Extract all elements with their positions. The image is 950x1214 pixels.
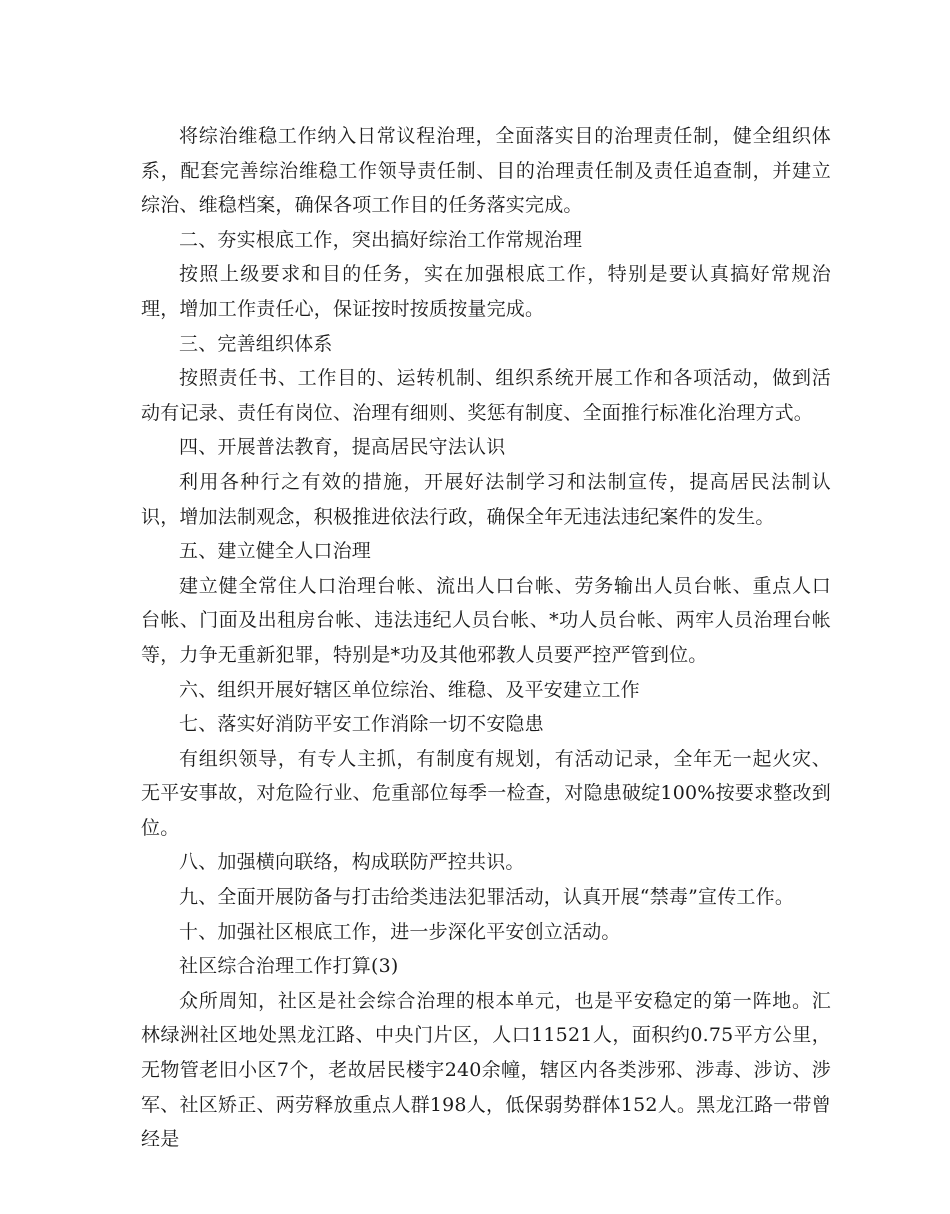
paragraph: 按照责任书、工作目的、运转机制、组织系统开展工作和各项活动，做到活动有记录、责任有岗位、治理有细则、奖惩有制度、全面推行标准化治理方式。: [141, 367, 831, 424]
section-heading: 八、加强横向联络，构成联防严控共识。: [179, 851, 525, 874]
section-heading: 十、加强社区根底工作，进一步深化平安创立活动。: [179, 920, 621, 943]
paragraph: 利用各种行之有效的措施，开展好法制学习和法制宣传，提高居民法制认识，增加法制观念，积极推进依法行政，确保全年无违法违纪案件的发生。: [141, 470, 831, 528]
paragraph: 按照上级要求和目的任务，实在加强根底工作，特别是要认真搞好常规治理，增加工作责任心，保证按时按质按量完成。: [141, 263, 831, 320]
paragraph: 有组织领导，有专人主抓，有制度有规划，有活动记录，全年无一起火灾、无平安事故，对危险行业、危重部位每季一检查，对隐患破绽100%按要求整改到位。: [141, 747, 831, 839]
section-heading: 六、组织开展好辖区单位综治、维稳、及平安建立工作: [179, 678, 640, 701]
document-subtitle: 社区综合治理工作打算(3): [179, 955, 399, 978]
paragraph: 将综治维稳工作纳入日常议程治理，全面落实目的治理责任制，健全组织体系，配套完善综治维稳工作领导责任制、目的治理责任制及责任追查制，并建立综治、维稳档案，确保各项工作目的任务落实完成。: [141, 125, 831, 217]
section-heading: 二、夯实根底工作，突出搞好综治工作常规治理: [179, 228, 583, 251]
section-heading: 五、建立健全人口治理: [179, 540, 372, 563]
section-heading: 三、完善组织体系: [179, 332, 333, 355]
section-heading: 四、开展普法教育，提高居民守法认识: [179, 436, 506, 459]
section-heading: 七、落实好消防平安工作消除一切不安隐患: [179, 713, 544, 736]
section-heading: 九、全面开展防备与打击给类违法犯罪活动，认真开展“禁毒”宣传工作。: [179, 886, 795, 909]
paragraph: 众所周知，社区是社会综合治理的根本单元，也是平安稳定的第一阵地。汇林绿洲社区地处黑龙江路、中央门片区，人口11521人，面积约0.75平方公里，无物管老旧小区7个，老故居民楼宇240余幢，辖区内各类涉邪、涉毒、涉访、涉军、社区矫正、两劳释放重点人群198人，低保弱势群体152人。黑龙江路一带曾经是: [141, 989, 831, 1151]
paragraph: 建立健全常住人口治理台帐、流出人口台帐、劳务输出人员台帐、重点人口台帐、门面及出租房台帐、违法违纪人员台帐、*功人员台帐、两牢人员治理台帐等，力争无重新犯罪，特别是*功及其他邪教人员要严控严管到位。: [141, 574, 831, 666]
document-body: [141, 119, 831, 1157]
